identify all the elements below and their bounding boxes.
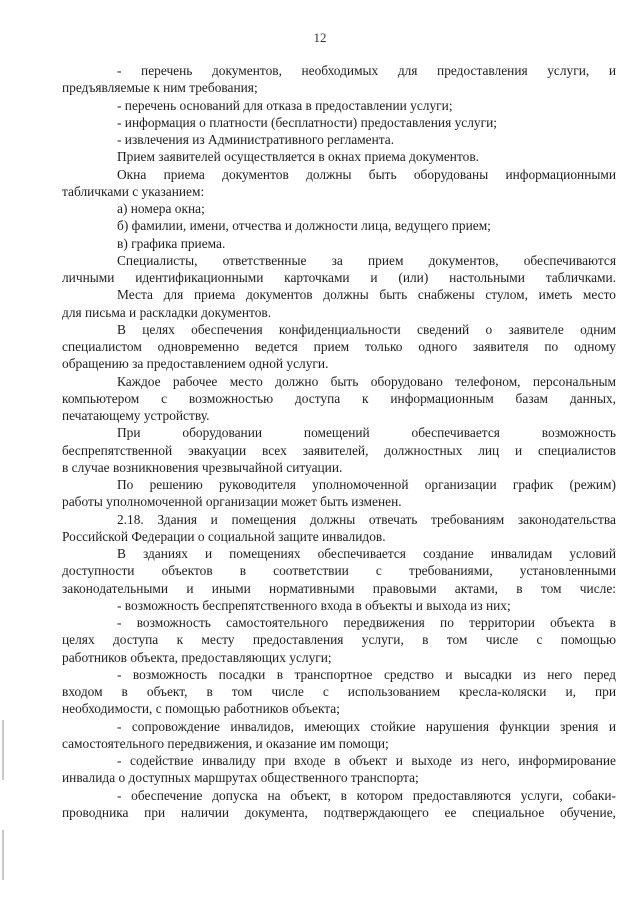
text-line: обращению за предоставлением одной услуги. xyxy=(62,356,329,372)
text-line: табличками с указанием: xyxy=(62,183,205,199)
text-line: для письма и раскладки документов. xyxy=(62,304,272,320)
scan-edge-mark xyxy=(2,720,4,780)
text-line: в) графика приема. xyxy=(117,235,226,251)
text-line: Российской Федерации о социальной защите инвалидов. xyxy=(62,528,386,544)
text-line: печатающему устройству. xyxy=(62,408,210,423)
text-line: б) фамилии, имени, отчества и должности лица, ведущего прием; xyxy=(117,218,491,234)
text-line: проводника при наличии документа, подтверждающего ее специальное обучение, xyxy=(62,804,616,820)
text-line: - обеспечение допуска на объект, в котором предоставляются услуги, собаки- xyxy=(117,787,616,803)
text-line: По решению руководителя уполномоченной организации график (режим) xyxy=(117,477,616,492)
text-line: Прием заявителей осуществляется в окнах приема документов. xyxy=(117,149,480,165)
text-line: законодательными и иными нормативными правовыми актами, в том числе: xyxy=(62,580,616,596)
text-line: В зданиях и помещениях обеспечивается создание инвалидам условий xyxy=(117,546,616,561)
text-line: Специалисты, ответственные за прием документов, обеспечиваются xyxy=(117,252,616,268)
text-line: - извлечения из Административного регламента. xyxy=(117,132,395,147)
text-line: При оборудовании помещений обеспечивается возможность xyxy=(117,425,616,441)
text-line: компьютером с возможностью доступа к информационным базам данных, xyxy=(62,390,616,406)
text-line: Места для приема документов должны быть снабжены стулом, иметь место xyxy=(117,287,616,303)
text-line: - сопровождение инвалидов, имеющих стойкие нарушения функции зрения и xyxy=(117,718,616,734)
text-line: - перечень оснований для отказа в предоставлении услуги; xyxy=(117,97,453,113)
text-line: а) номера окна; xyxy=(117,201,205,216)
text-line: необходимости, с помощью работников объекта; xyxy=(62,701,340,717)
page-number: 12 xyxy=(313,30,327,45)
text-line: 2.18. Здания и помещения должны отвечать требованиям законодательства xyxy=(117,511,616,527)
text-line: доступности объектов в соответствии с требованиями, установленными xyxy=(62,563,616,579)
text-line: предъявляемые к ним требования; xyxy=(62,80,258,96)
text-line: - возможность самостоятельного передвижения по территории объекта в xyxy=(117,615,616,630)
text-line: личными идентификационными карточками и (или) настольными табличками. xyxy=(62,270,616,285)
text-line: работы уполномоченной организации может быть изменен. xyxy=(62,494,402,510)
text-line: специалистом одновременно ведется прием только одного заявителя по одному xyxy=(62,339,616,354)
text-line: входом в объект, в том числе с использованием кресла-коляски и, при xyxy=(62,684,616,699)
text-line: в случае возникновения чрезвычайной ситуации. xyxy=(62,459,343,475)
text-line: целях доступа к месту предоставления услуги, в том числе с помощью xyxy=(62,632,616,648)
text-line: работников объекта, предоставляющих услуги; xyxy=(62,649,332,665)
text-line: инвалида о доступных маршрутах общественного транспорта; xyxy=(62,770,419,786)
scan-edge-mark xyxy=(2,830,4,880)
text-line: Окна приема документов должны быть оборудованы информационными xyxy=(117,166,616,182)
text-line: - возможность посадки в транспортное средство и высадки из него перед xyxy=(117,666,616,682)
text-line: Каждое рабочее место должно быть оборудовано телефоном, персональным xyxy=(117,373,616,389)
text-line: В целях обеспечения конфиденциальности сведений о заявителе одним xyxy=(117,321,616,337)
text-line: - возможность беспрепятственного входа в объекты и выхода из них; xyxy=(117,597,511,613)
text-line: - содействие инвалиду при входе в объект и выходе из него, информирование xyxy=(117,753,616,768)
text-line: - информация о платности (бесплатности) предоставления услуги; xyxy=(117,114,497,130)
text-line: - перечень документов, необходимых для предоставления услуги, и xyxy=(117,63,616,78)
text-line: беспрепятственной эвакуации всех заявителей, должностных лиц и специалистов xyxy=(62,442,616,458)
text-line: самостоятельного передвижения, и оказание им помощи; xyxy=(62,735,389,751)
regulation-text xyxy=(62,62,616,821)
